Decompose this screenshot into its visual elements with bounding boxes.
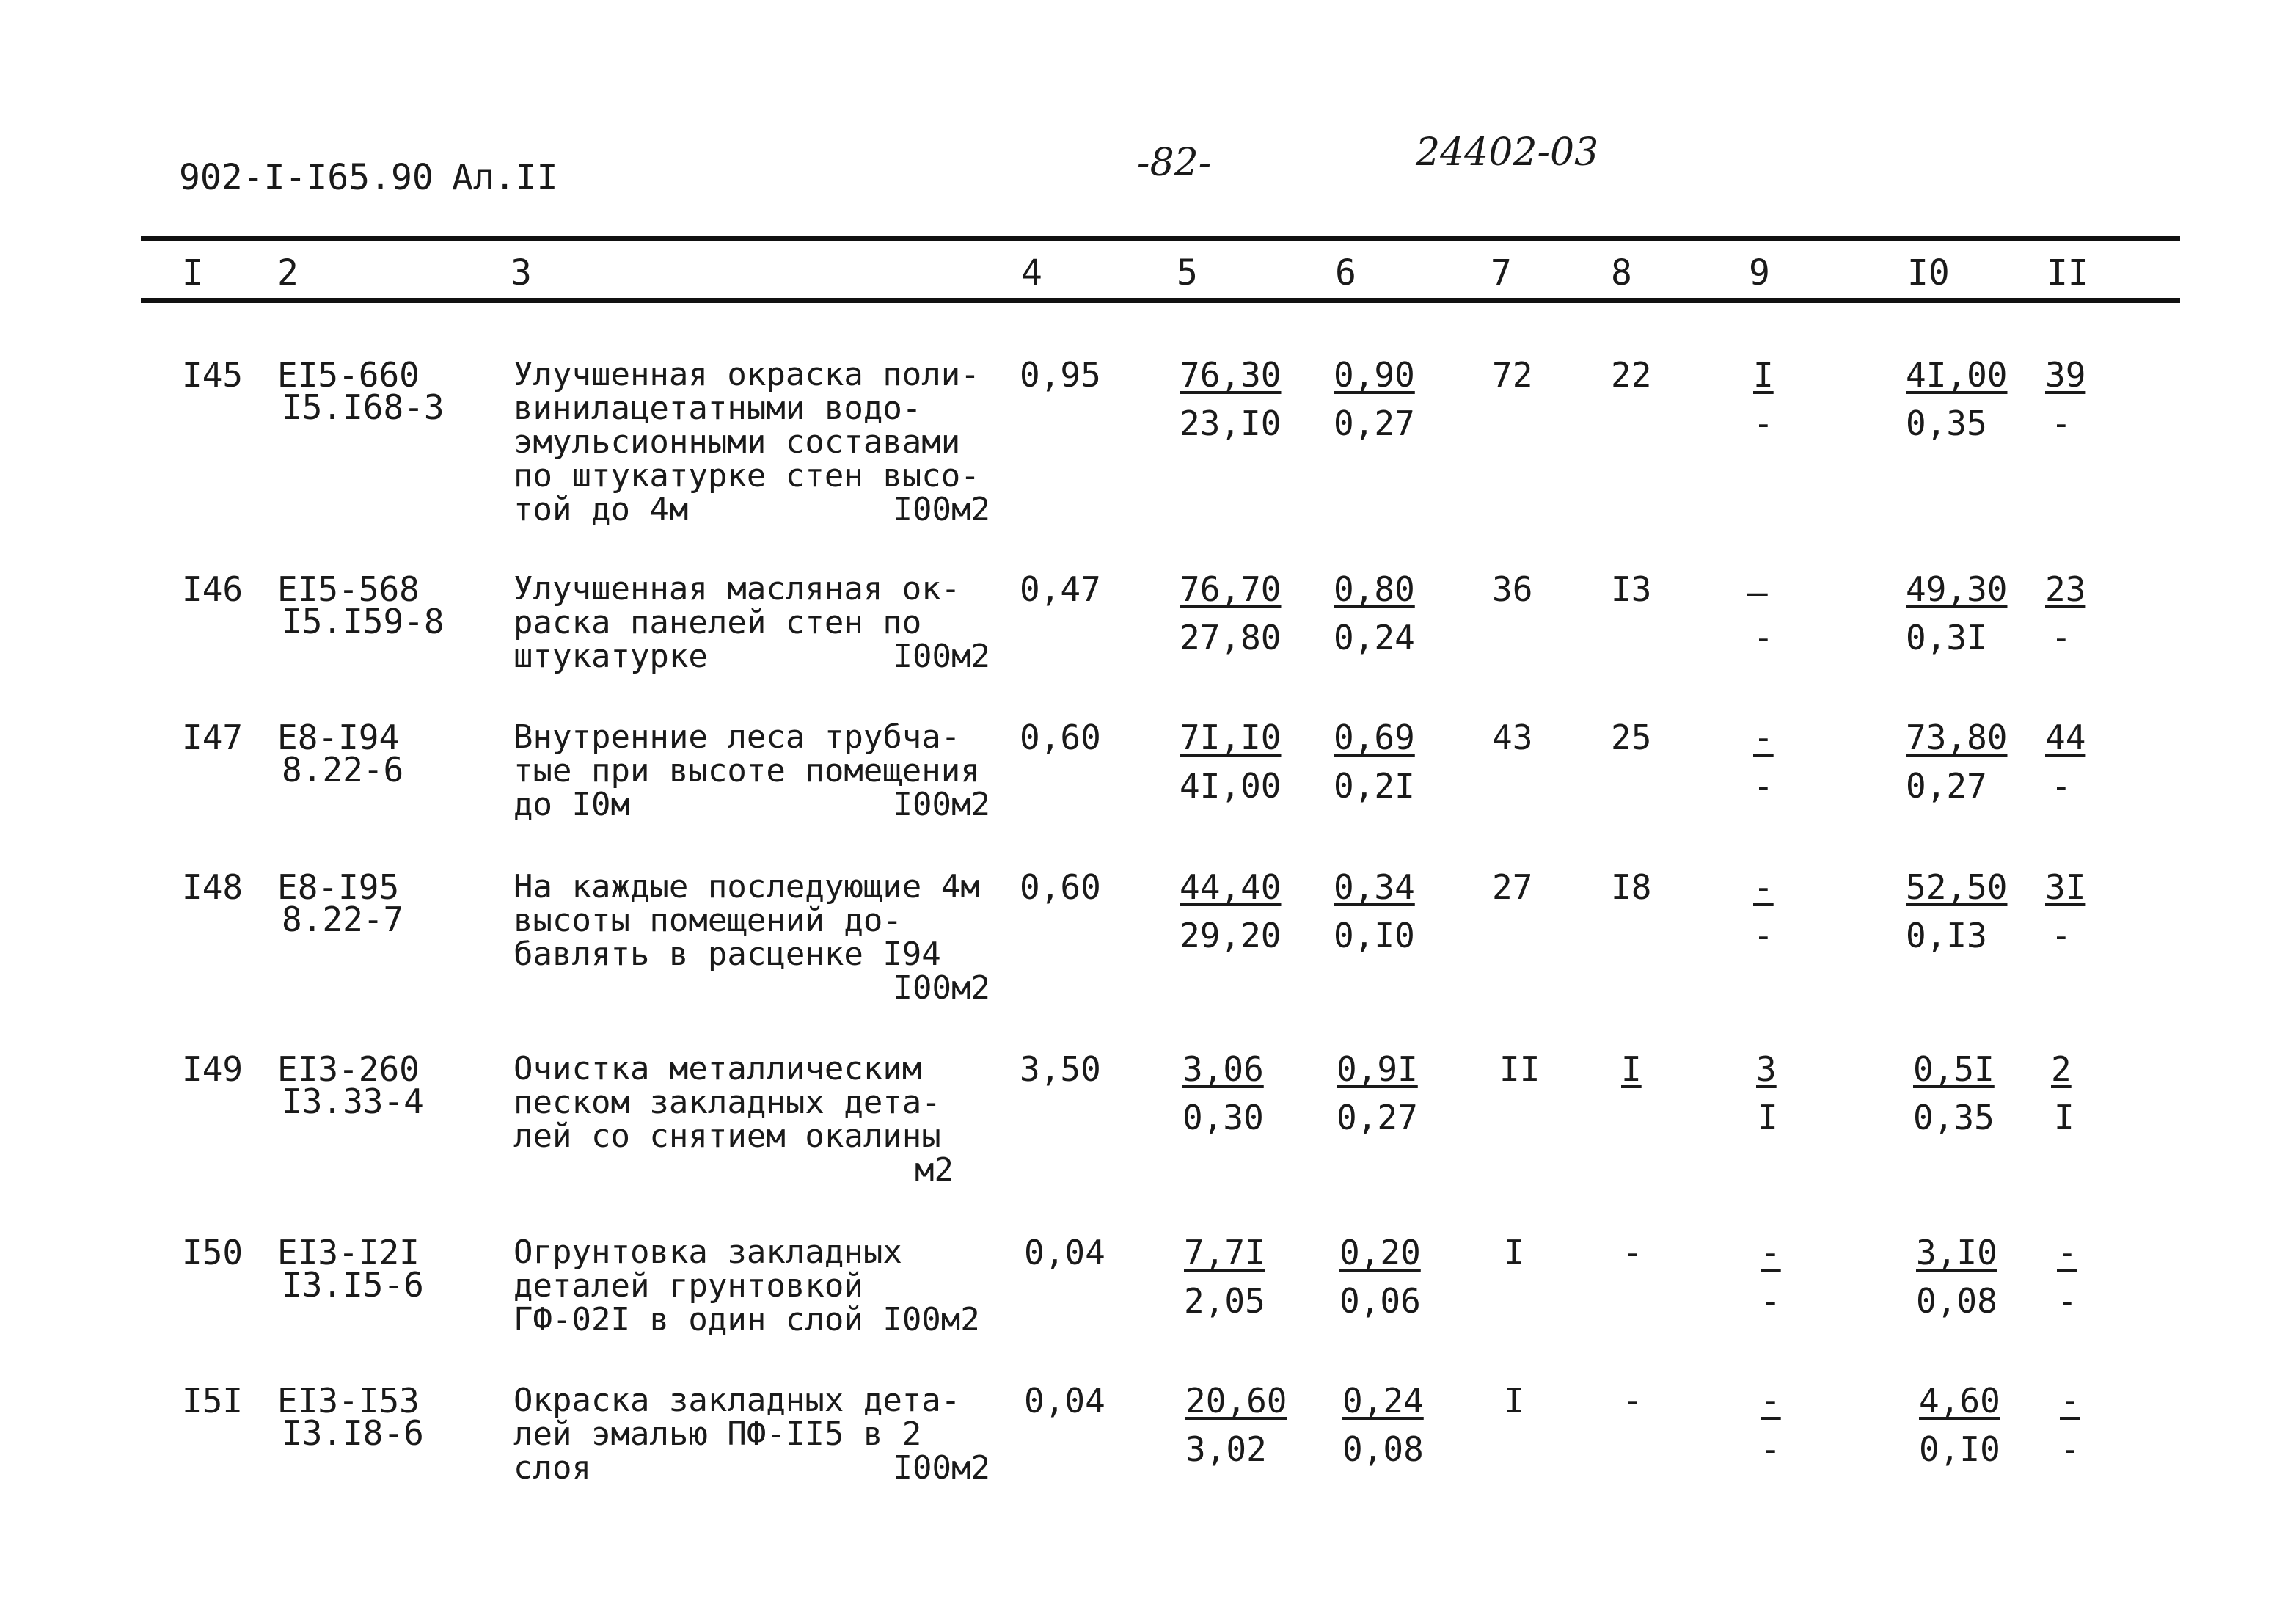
col9-top: I [1753,355,1774,395]
col9-bottom: - [1753,404,1774,443]
col7-value: 27 [1492,867,1533,907]
col11-bottom: - [2057,1281,2077,1321]
col8-value: - [1623,1381,1643,1421]
handwritten-code: 24402-03 [1416,131,1599,175]
rate-subcode: I3.33-4 [282,1082,424,1121]
col-header-4: 4 [1021,252,1042,294]
col6-bottom: 0,06 [1339,1281,1421,1321]
col5-top: 44,40 [1180,867,1282,907]
quantity: 0,04 [1024,1233,1105,1272]
col10-top: 0,5I [1913,1049,1995,1089]
unit-label: I00м2 [893,786,990,823]
col11-top: 3I [2045,867,2086,907]
rate-code: EI3-I53 [277,1381,420,1421]
col11-bottom: I [2054,1098,2074,1137]
col6-bottom: 0,27 [1334,404,1415,443]
col-header-2: 2 [277,252,299,294]
col8-value: I8 [1611,867,1652,907]
col6-top: 0,20 [1339,1233,1421,1272]
col7-value: I [1504,1233,1524,1272]
work-description [513,1384,990,1485]
work-description [513,718,990,823]
col8-value: - [1623,1233,1643,1272]
top-rule [141,236,2180,241]
rate-code: EI3-260 [277,1049,420,1089]
row-number: I50 [182,1233,244,1272]
work-description [513,572,990,674]
col6-top: 0,90 [1334,355,1415,395]
col5-bottom: 23,I0 [1180,404,1282,443]
col7-value: 36 [1492,569,1533,609]
rate-subcode: I3.I8-6 [282,1413,424,1453]
col9-bottom: - [1753,766,1774,806]
col10-bottom: 0,08 [1916,1281,1997,1321]
rate-subcode: I5.I59-8 [282,602,445,641]
col9-bottom: - [1753,916,1774,955]
col11-top: 2 [2051,1049,2072,1089]
unit-label: м2 [915,1151,954,1189]
col-header-7: 7 [1491,252,1512,294]
row-number: I47 [182,718,244,757]
quantity: 0,95 [1020,355,1101,395]
header-bottom-rule [141,298,2180,303]
col9-bottom: - [1761,1281,1781,1321]
quantity: 0,60 [1020,867,1101,907]
col5-bottom: 4I,00 [1180,766,1282,806]
col9-top: - [1761,1233,1781,1272]
col10-top: 73,80 [1906,718,2008,757]
row-number: I5I [182,1381,244,1421]
unit-label: I00м2 [893,969,990,1007]
col5-top: 7I,I0 [1180,718,1282,757]
row-number: I48 [182,867,244,907]
document-code: 902-I-I65.90 [179,157,434,198]
work-description [513,1233,990,1338]
rate-subcode: 8.22-7 [282,900,404,939]
rate-code: EI5-660 [277,355,420,395]
row-number: I45 [182,355,244,395]
col6-bottom: 0,2I [1334,766,1415,806]
work-description [513,358,990,527]
col9-top: - [1761,1381,1781,1421]
col11-bottom: - [2060,1429,2080,1469]
col11-top: 44 [2045,718,2086,757]
col9-top: 3 [1756,1049,1777,1089]
unit-label: I00м2 [893,1449,990,1487]
col7-value: 72 [1492,355,1533,395]
col5-bottom: 3,02 [1185,1429,1267,1469]
col7-value: I [1504,1381,1524,1421]
col-header-3: 3 [511,252,532,294]
col9-bottom: - [1753,618,1774,657]
col7-value: 43 [1492,718,1533,757]
col6-top: 0,80 [1334,569,1415,609]
page-number: -82- [1137,141,1212,185]
description-text: Улучшенная окраска поли-винилацетатными водо-эмульсионными составами по штукатурке стен высо-той до 4м [513,356,980,528]
unit-label: I00м2 [882,1301,980,1338]
rate-subcode: I3.I5-6 [282,1265,424,1305]
quantity: 0,47 [1020,569,1101,609]
col10-top: 4,60 [1919,1381,2000,1421]
rate-subcode: I5.I68-3 [282,387,445,427]
col5-bottom: 29,20 [1180,916,1282,955]
col11-top: 39 [2045,355,2086,395]
col11-bottom: - [2051,766,2072,806]
rate-code: EI3-I2I [277,1233,420,1272]
col10-bottom: 0,27 [1906,766,1987,806]
table-row [0,1381,2296,1604]
col8-value: 25 [1611,718,1652,757]
description-text: Огрунтовка закладных деталей грунтовкой ГФ-02I в один слой [513,1233,902,1338]
col-header-9: 9 [1749,252,1770,294]
unit-label: I00м2 [893,638,990,675]
col10-bottom: 0,I0 [1919,1429,2000,1469]
quantity: 0,60 [1020,718,1101,757]
col6-bottom: 0,I0 [1334,916,1415,955]
col10-bottom: 0,35 [1906,404,1987,443]
col6-top: 0,24 [1342,1381,1424,1421]
row-number: I46 [182,569,244,609]
col10-bottom: 0,I3 [1906,916,1987,955]
col6-top: 0,9I [1337,1049,1418,1089]
rate-code: EI5-568 [277,569,420,609]
description-text: На каждые последующие 4м высоты помещений до-бавлять в расценке I94 [513,868,980,973]
col5-bottom: 27,80 [1180,618,1282,657]
col9-top: — [1747,572,1768,612]
unit-label: I00м2 [893,491,990,528]
description-text: Очистка металлическим песком закладных дета-лей со снятием окалины [513,1050,941,1155]
col5-top: 7,7I [1184,1233,1265,1272]
col6-top: 0,34 [1334,867,1415,907]
col9-top: - [1753,867,1774,907]
row-number: I49 [182,1049,244,1089]
col8-value: 22 [1611,355,1652,395]
col10-top: 4I,00 [1906,355,2008,395]
rate-code: E8-I95 [277,867,400,907]
col7-value: II [1499,1049,1540,1089]
col11-top: - [2057,1233,2077,1272]
rate-subcode: 8.22-6 [282,750,404,790]
col11-bottom: - [2051,618,2072,657]
table-row [0,355,2296,578]
col9-bottom: I [1758,1098,1778,1137]
col6-top: 0,69 [1334,718,1415,757]
col11-bottom: - [2051,404,2072,443]
col-header-6: 6 [1335,252,1356,294]
col-header-11: II [2047,252,2089,294]
work-description [513,870,990,1005]
col10-bottom: 0,35 [1913,1098,1995,1137]
col-header-5: 5 [1177,252,1198,294]
col6-bottom: 0,27 [1337,1098,1418,1137]
rate-code: E8-I94 [277,718,400,757]
col5-bottom: 2,05 [1184,1281,1265,1321]
col-header-1: I [182,252,203,294]
col10-top: 52,50 [1906,867,2008,907]
col9-top: - [1753,718,1774,757]
quantity: 3,50 [1020,1049,1101,1089]
col6-bottom: 0,24 [1334,618,1415,657]
col5-top: 76,70 [1180,569,1282,609]
col11-top: 23 [2045,569,2086,609]
col-header-10: I0 [1907,252,1950,294]
col10-top: 3,I0 [1916,1233,1997,1272]
col10-bottom: 0,3I [1906,618,1987,657]
col11-bottom: - [2051,916,2072,955]
col8-value: I3 [1611,569,1652,609]
col5-top: 20,60 [1185,1381,1287,1421]
col10-top: 49,30 [1906,569,2008,609]
col5-top: 3,06 [1182,1049,1264,1089]
work-description [513,1052,954,1187]
col8-value: I [1621,1049,1642,1089]
col9-bottom: - [1761,1429,1781,1469]
col-header-8: 8 [1611,252,1632,294]
col11-top: - [2060,1381,2080,1421]
album-label: Ал.II [452,157,558,198]
quantity: 0,04 [1024,1381,1105,1421]
col6-bottom: 0,08 [1342,1429,1424,1469]
description-text: Улучшенная масляная ок-раска панелей стен по штукатурке [513,570,961,675]
description-text: Окраска закладных дета-лей эмалью ПФ-II5 в 2 слоя [513,1382,961,1487]
col5-bottom: 0,30 [1182,1098,1264,1137]
description-text: Внутренние леса трубча-тые при высоте помещения до I0м [513,718,980,823]
col5-top: 76,30 [1180,355,1282,395]
